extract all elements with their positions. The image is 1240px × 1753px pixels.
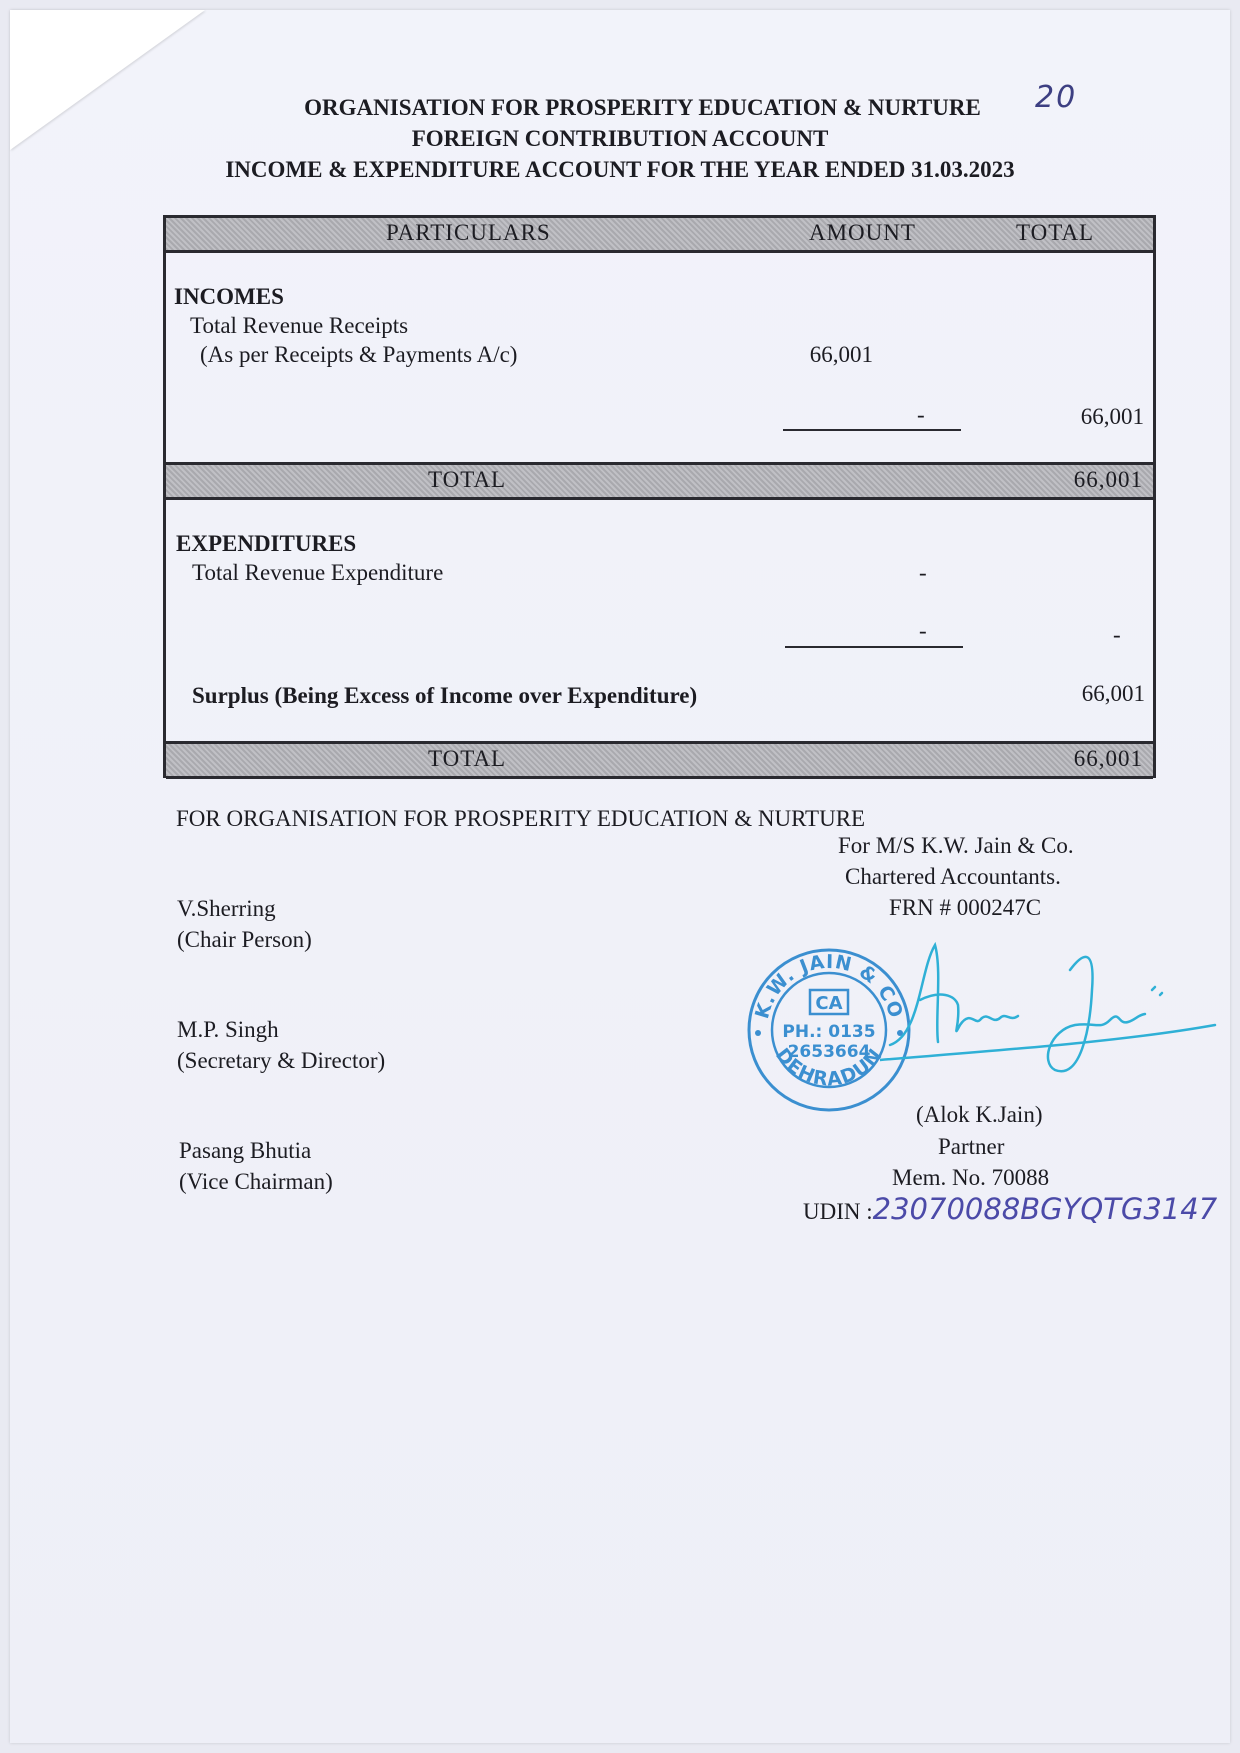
- udin-line: [803, 1194, 1217, 1227]
- stamp-bottom-text: DEHRADUN: [771, 1044, 887, 1091]
- signatory-name-1: V.Sherring: [177, 896, 276, 921]
- income-line-2: (As per Receipts & Payments A/c): [200, 342, 518, 367]
- col-header-total: TOTAL: [1016, 220, 1095, 245]
- signatory-role-1: (Chair Person): [177, 927, 312, 952]
- auditor-membership: Mem. No. 70088: [892, 1165, 1050, 1190]
- signatory-name-3: Pasang Bhutia: [179, 1138, 312, 1163]
- signature-dots: [1152, 987, 1162, 995]
- handwritten-page-number: 20: [1035, 80, 1078, 115]
- total-label-income: TOTAL: [428, 467, 507, 492]
- table-header-band: [166, 215, 1153, 253]
- stamp-phone-1: PH.: 0135: [782, 1022, 876, 1042]
- expenditure-line-1: Total Revenue Expenditure: [192, 560, 444, 585]
- signature-stroke-1: [890, 945, 1018, 1045]
- signatory-role-3: (Vice Chairman): [179, 1169, 333, 1194]
- surplus-label: Surplus (Being Excess of Income over Expenditure): [192, 683, 698, 708]
- total-band-expenditure: [166, 741, 1153, 779]
- stamp-logo-text: CA: [815, 993, 843, 1014]
- incomes-heading: INCOMES: [174, 284, 284, 309]
- total-value-income: 66,001: [1073, 467, 1143, 492]
- income-sub-amount: -: [917, 402, 925, 427]
- handwritten-signature: [880, 930, 1220, 1100]
- total-value-expenditure: 66,001: [1073, 746, 1143, 771]
- total-band-income: [166, 462, 1153, 500]
- auditor-type: Chartered Accountants.: [845, 864, 1061, 889]
- udin-value: 23070088BGYQTG3147: [872, 1192, 1218, 1226]
- org-title: ORGANISATION FOR PROSPERITY EDUCATION & NURTURE: [304, 95, 981, 120]
- income-amount: 66,001: [809, 342, 873, 367]
- expenditure-subtotal: -: [1113, 622, 1121, 647]
- signatory-role-2: (Secretary & Director): [177, 1048, 386, 1073]
- org-signatory-line: FOR ORGANISATION FOR PROSPERITY EDUCATION & NURTURE: [176, 806, 866, 831]
- auditor-firm: For M/S K.W. Jain & Co.: [838, 833, 1074, 858]
- expenditure-sub-amount: -: [919, 618, 927, 643]
- surplus-value: 66,001: [1081, 681, 1145, 706]
- account-title: FOREIGN CONTRIBUTION ACCOUNT: [411, 126, 829, 151]
- income-line-1: Total Revenue Receipts: [190, 313, 409, 338]
- stamp-dot-left: [755, 1030, 761, 1036]
- col-header-amount: AMOUNT: [809, 220, 916, 245]
- expenditure-subtotal-rule: [785, 646, 963, 648]
- income-expenditure-table: [163, 215, 1156, 778]
- signature-stroke-2: [1048, 957, 1145, 1071]
- auditor-role: Partner: [938, 1134, 1005, 1159]
- expenditure-amount: -: [919, 560, 927, 585]
- udin-label: UDIN :: [803, 1199, 873, 1224]
- statement-title: INCOME & EXPENDITURE ACCOUNT FOR THE YEAR ENDED 31.03.2023: [225, 157, 1015, 182]
- expenditures-heading: EXPENDITURES: [176, 531, 357, 556]
- stamp-phone-2: 2653664: [787, 1042, 871, 1062]
- col-header-particulars: PARTICULARS: [386, 220, 551, 245]
- auditor-frn: FRN # 000247C: [889, 895, 1042, 920]
- auditor-name: (Alok K.Jain): [916, 1102, 1043, 1127]
- income-subtotal-rule: [783, 429, 961, 431]
- stamp-top-text: K.W. JAIN & CO: [751, 950, 907, 1022]
- signatory-name-2: M.P. Singh: [177, 1017, 279, 1042]
- income-subtotal: 66,001: [1080, 404, 1144, 429]
- total-label-expenditure: TOTAL: [428, 746, 507, 771]
